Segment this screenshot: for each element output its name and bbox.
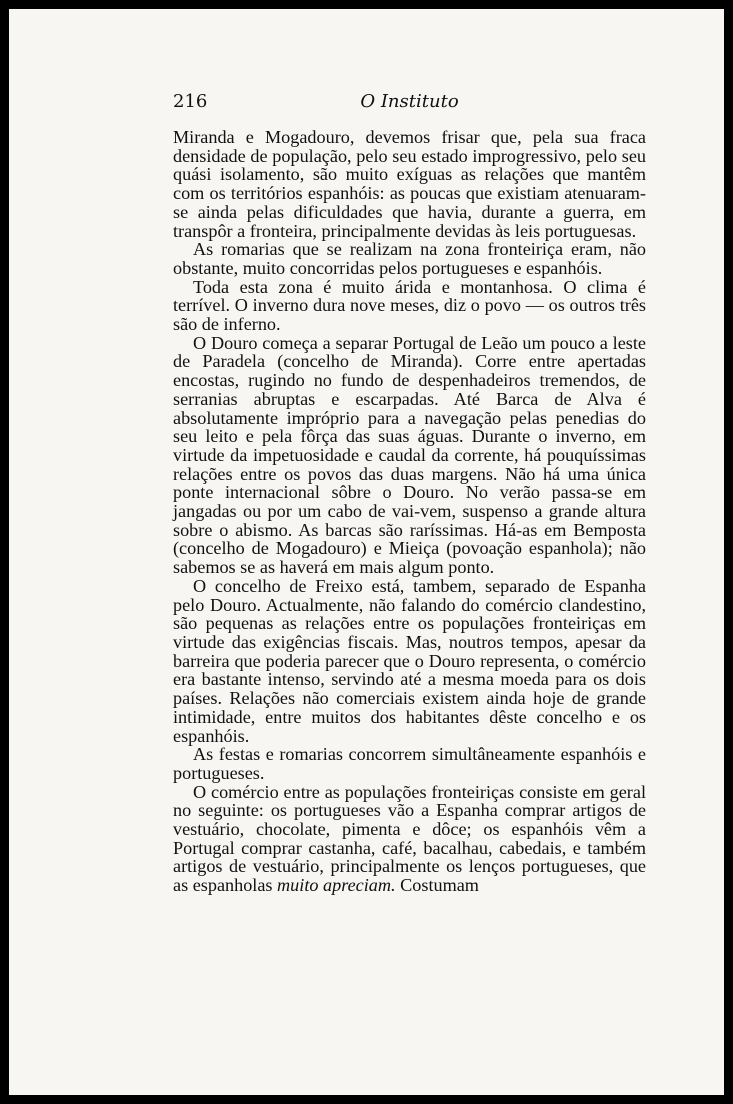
scanned-page (9, 9, 724, 1095)
paragraph: O concelho de Freixo está, tambem, separado de Espanha pelo Douro. Actualmente, não falando do comércio clandestino, são pequenas as relações entre os populações fronteiriças em virtude das exigências fiscais. Mas, noutros tempos, apesar da barreira que poderia parecer que o Douro representa, o comércio era bastante intenso, servindo até a mesma moeda para os dois países. Relações não comerciais existem ainda hoje de grande intimidade, entre muitos dos habitantes dêste concelho e os espanhóis. (173, 575, 646, 746)
page-header (173, 91, 646, 117)
paragraph (173, 783, 646, 895)
body-text (173, 128, 646, 895)
paragraph-tail: Costumam (395, 875, 479, 896)
paragraph: Miranda e Mogadouro, devemos frisar que, pela sua fraca densidade de população, pelo seu estado improgressivo, pelo seu quási isolamento, são muito exíguas as relações que mantêm com os territórios espanhóis: as poucas que existiam atenuaram-se ainda pelas dificuldades que havia, durante a guerra, em transpôr a fronteira, principalmente devidas às leis portuguesas. (173, 127, 646, 241)
running-title: O Instituto (360, 91, 459, 112)
paragraph: As romarias que se realizam na zona fronteiriça eram, não obstante, muito concorridas pelos portugueses e espanhóis. (173, 239, 646, 278)
paragraph: O Douro começa a separar Portugal de Leão um pouco a leste de Paradela (concelho de Miranda). Corre entre apertadas encostas, rugindo no fundo de despenhadeiros tremendos, de serranias abruptas e escarpadas. Até Barca de Alva é absolutamente impróprio para a navegação pelas penedias do seu leito e pela fôrça das suas águas. Durante o inverno, em virtude da impetuosidade e caudal da corrente, há pouquíssimas relações entre os povos das duas margens. Não há uma única ponte internacional sôbre o Douro. No verão passa-se em jangadas ou por um cabo de vai-vem, suspenso a grande altura sobre o abismo. As barcas são raríssimas. Há-as em Bemposta (concelho de Mogadouro) e Mieiça (povoação espanhola); não sabemos se as haverá em mais algum ponto. (173, 332, 646, 578)
emphasized-text: muito apreciam. (277, 875, 396, 896)
paragraph-text: O comércio entre as populações fronteiriças consiste em geral no seguinte: os portugueses vão a Espanha comprar artigos de vestuário, chocolate, pimenta e dôce; os espanhóis vêm a Portugal comprar castanha, café, bacalhau, cabedais, e também artigos de vestuário, principalmente os lenços portugueses, que as espanholas (173, 781, 646, 896)
paragraph: As festas e romarias concorrem simultâneamente espanhóis e portugueses. (173, 744, 646, 783)
paragraph: Toda esta zona é muito árida e montanhosa. O clima é terrível. O inverno dura nove meses, diz o povo — os outros três são de inferno. (173, 276, 646, 335)
page-number: 216 (173, 91, 208, 112)
